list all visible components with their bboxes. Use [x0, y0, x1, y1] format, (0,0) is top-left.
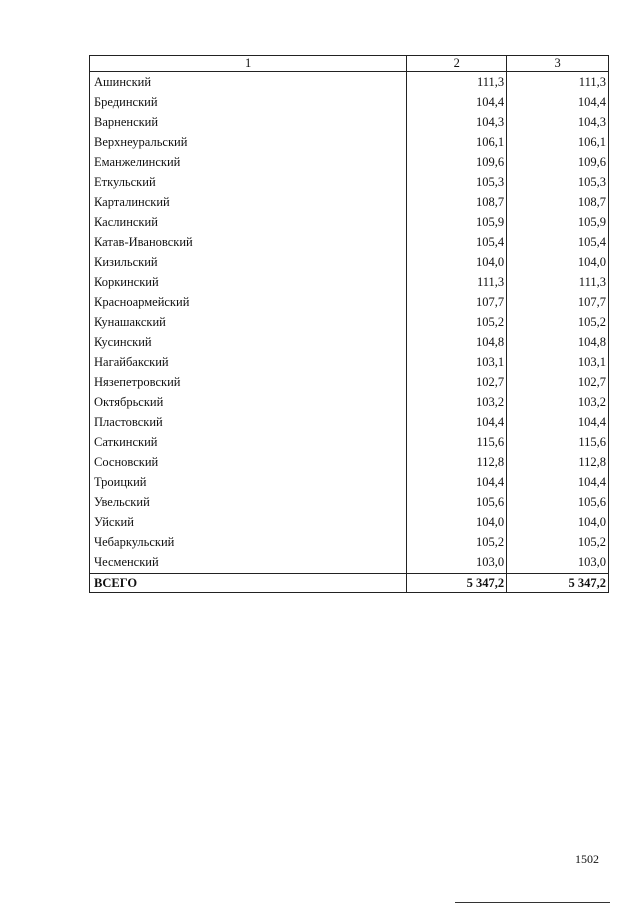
value-col2-cell: 103,2	[407, 392, 507, 412]
value-col2-cell: 115,6	[407, 432, 507, 452]
data-table	[89, 55, 609, 593]
value-col3-cell: 105,4	[507, 232, 609, 252]
value-col2-cell: 103,1	[407, 352, 507, 372]
table-row	[90, 152, 609, 172]
value-col3-cell: 107,7	[507, 292, 609, 312]
table-row	[90, 252, 609, 272]
value-col2-cell: 105,4	[407, 232, 507, 252]
table-row	[90, 452, 609, 472]
total-value-col2: 5 347,2	[407, 574, 507, 593]
value-col3-cell: 104,4	[507, 92, 609, 112]
value-col3-cell: 103,2	[507, 392, 609, 412]
value-col3-cell: 111,3	[507, 72, 609, 93]
value-col3-cell: 103,0	[507, 552, 609, 574]
table-row	[90, 412, 609, 432]
page-number: 1502	[575, 852, 599, 866]
district-name-cell: Пластовский	[90, 412, 407, 432]
value-col2-cell: 107,7	[407, 292, 507, 312]
table-row	[90, 172, 609, 192]
table-row	[90, 352, 609, 372]
value-col3-cell: 105,2	[507, 312, 609, 332]
table-row	[90, 192, 609, 212]
district-name-cell: Коркинский	[90, 272, 407, 292]
value-col2-cell: 103,0	[407, 552, 507, 574]
value-col3-cell: 105,3	[507, 172, 609, 192]
value-col3-cell: 103,1	[507, 352, 609, 372]
value-col3-cell: 112,8	[507, 452, 609, 472]
value-col3-cell: 104,0	[507, 252, 609, 272]
value-col2-cell: 112,8	[407, 452, 507, 472]
district-name-cell: Октябрьский	[90, 392, 407, 412]
total-value-col3: 5 347,2	[507, 574, 609, 593]
district-name-cell: Карталинский	[90, 192, 407, 212]
table-row	[90, 392, 609, 412]
value-col3-cell: 104,4	[507, 472, 609, 492]
table-body	[90, 72, 609, 574]
value-col3-cell: 105,2	[507, 532, 609, 552]
value-col3-cell: 106,1	[507, 132, 609, 152]
value-col2-cell: 108,7	[407, 192, 507, 212]
table-row	[90, 292, 609, 312]
column-header-2: 2	[407, 56, 507, 72]
district-name-cell: Саткинский	[90, 432, 407, 452]
value-col3-cell: 105,9	[507, 212, 609, 232]
table-row	[90, 272, 609, 292]
value-col2-cell: 105,2	[407, 532, 507, 552]
table-row	[90, 512, 609, 532]
table-row	[90, 532, 609, 552]
value-col3-cell: 108,7	[507, 192, 609, 212]
district-name-cell: Нязепетровский	[90, 372, 407, 392]
district-name-cell: Чесменский	[90, 552, 407, 574]
value-col2-cell: 104,0	[407, 512, 507, 532]
value-col3-cell: 102,7	[507, 372, 609, 392]
value-col3-cell: 111,3	[507, 272, 609, 292]
district-name-cell: Ашинский	[90, 72, 407, 93]
table-row	[90, 132, 609, 152]
table-header-row	[90, 56, 609, 72]
value-col2-cell: 104,3	[407, 112, 507, 132]
value-col2-cell: 106,1	[407, 132, 507, 152]
footer-rule	[455, 902, 610, 903]
value-col2-cell: 104,8	[407, 332, 507, 352]
district-name-cell: Нагайбакский	[90, 352, 407, 372]
value-col2-cell: 102,7	[407, 372, 507, 392]
district-name-cell: Кунашакский	[90, 312, 407, 332]
total-label: ВСЕГО	[90, 574, 407, 593]
district-name-cell: Верхнеуральский	[90, 132, 407, 152]
value-col2-cell: 104,4	[407, 472, 507, 492]
district-name-cell: Троицкий	[90, 472, 407, 492]
district-name-cell: Сосновский	[90, 452, 407, 472]
value-col3-cell: 115,6	[507, 432, 609, 452]
district-name-cell: Еманжелинский	[90, 152, 407, 172]
table-row	[90, 492, 609, 512]
value-col3-cell: 104,3	[507, 112, 609, 132]
table-row	[90, 112, 609, 132]
value-col2-cell: 109,6	[407, 152, 507, 172]
table-row	[90, 432, 609, 452]
district-name-cell: Красноармейский	[90, 292, 407, 312]
value-col2-cell: 105,9	[407, 212, 507, 232]
total-row	[90, 574, 609, 593]
table-row	[90, 552, 609, 574]
district-name-cell: Чебаркульский	[90, 532, 407, 552]
value-col2-cell: 105,6	[407, 492, 507, 512]
district-name-cell: Уйский	[90, 512, 407, 532]
value-col3-cell: 109,6	[507, 152, 609, 172]
value-col2-cell: 111,3	[407, 272, 507, 292]
district-name-cell: Варненский	[90, 112, 407, 132]
district-name-cell: Катав-Ивановский	[90, 232, 407, 252]
table-row	[90, 372, 609, 392]
value-col2-cell: 105,3	[407, 172, 507, 192]
column-header-3: 3	[507, 56, 609, 72]
district-name-cell: Кизильский	[90, 252, 407, 272]
table-row	[90, 212, 609, 232]
table-row	[90, 92, 609, 112]
table-row	[90, 72, 609, 93]
district-name-cell: Каслинский	[90, 212, 407, 232]
value-col2-cell: 111,3	[407, 72, 507, 93]
district-name-cell: Брединский	[90, 92, 407, 112]
table-row	[90, 232, 609, 252]
district-name-cell: Увельский	[90, 492, 407, 512]
table-row	[90, 472, 609, 492]
column-header-1: 1	[90, 56, 407, 72]
district-name-cell: Еткульский	[90, 172, 407, 192]
value-col2-cell: 104,0	[407, 252, 507, 272]
table-row	[90, 312, 609, 332]
district-name-cell: Кусинский	[90, 332, 407, 352]
table-row	[90, 332, 609, 352]
value-col2-cell: 104,4	[407, 92, 507, 112]
value-col3-cell: 105,6	[507, 492, 609, 512]
value-col3-cell: 104,4	[507, 412, 609, 432]
value-col2-cell: 105,2	[407, 312, 507, 332]
value-col2-cell: 104,4	[407, 412, 507, 432]
value-col3-cell: 104,0	[507, 512, 609, 532]
value-col3-cell: 104,8	[507, 332, 609, 352]
